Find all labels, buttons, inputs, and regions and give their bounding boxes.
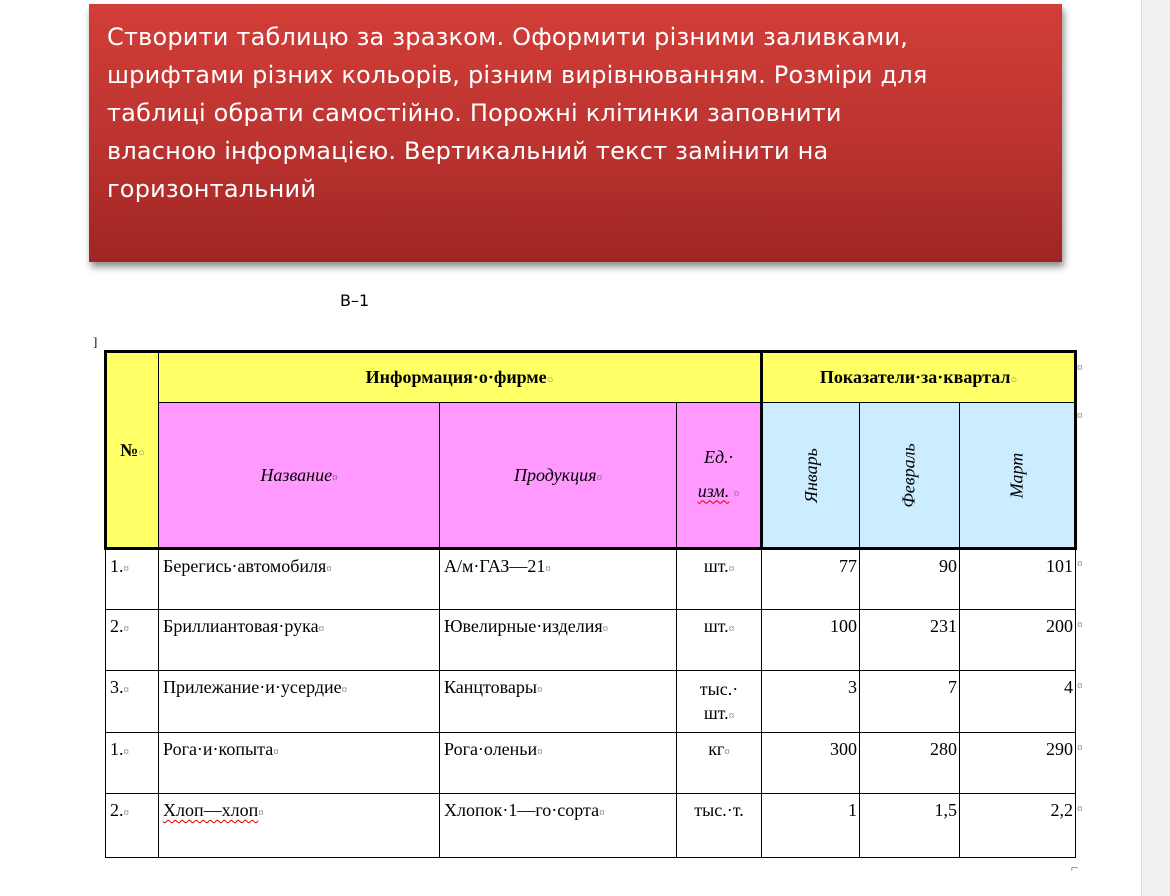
row-number-cell[interactable]: 3.¤ xyxy=(106,671,159,733)
task-line: шрифтами різних кольорів, різним вирівнюванням. Розміри для xyxy=(107,61,928,89)
row-product: Хлопок·1—го·сорта xyxy=(444,800,600,820)
row-end-mark: ¤ xyxy=(1077,680,1083,692)
row-name: Бриллиантовая·рука xyxy=(163,616,319,636)
row-month1: 77 xyxy=(839,556,858,576)
variant-label: В–1 xyxy=(340,291,370,310)
row-product: Канцтовары xyxy=(444,677,537,697)
row-end-mark: ¤ xyxy=(1077,742,1083,754)
month3-cell[interactable] xyxy=(960,671,1076,733)
table-row xyxy=(106,610,1076,671)
row-number-cell[interactable]: 2.¤ xyxy=(106,610,159,671)
task-banner xyxy=(89,4,1062,262)
row-name: Берегись·автомобиля xyxy=(163,556,327,576)
task-line: горизонтальний xyxy=(107,175,317,203)
name-cell[interactable]: Берегись·автомобиля¤ xyxy=(159,549,440,610)
scrollbar-strip[interactable] xyxy=(1141,0,1170,896)
row-name: Рога·и·копыта xyxy=(163,739,274,759)
row-name: Хлоп—хлоп xyxy=(163,800,259,820)
product-header-cell[interactable]: Продукция¤ xyxy=(440,403,677,549)
row-product: Ювелирные·изделия xyxy=(444,616,603,636)
row-month1: 100 xyxy=(830,616,858,636)
product-cell[interactable]: Рога·оленьи¤ xyxy=(440,733,677,794)
row-month2: 1,5 xyxy=(934,800,958,820)
product-cell[interactable]: Канцтовары¤ xyxy=(440,671,677,733)
row-month2: 280 xyxy=(930,739,958,759)
name-cell[interactable]: Прилежание·и·усердие¤ xyxy=(159,671,440,733)
row-number-cell[interactable]: 2.¤ xyxy=(106,794,159,858)
row-month3: 290 xyxy=(1046,739,1074,759)
end-mark: ⌐ xyxy=(1071,860,1079,875)
task-line: таблиці обрати самостійно. Порожні клітинки заповнити xyxy=(107,99,842,127)
row-name: Прилежание·и·усердие xyxy=(163,677,342,697)
month1-header-cell[interactable] xyxy=(762,403,860,549)
month1-cell[interactable] xyxy=(762,671,860,733)
month2-cell[interactable] xyxy=(860,671,960,733)
unit-cell[interactable] xyxy=(677,794,762,858)
row-number: 1. xyxy=(110,556,124,576)
row-unit: кг xyxy=(708,739,725,759)
product-cell[interactable]: Хлопок·1—го·сорта¤ xyxy=(440,794,677,858)
info-group-header: Информация·о·фирме xyxy=(365,367,547,387)
month3-cell[interactable] xyxy=(960,733,1076,794)
info-group-header-cell[interactable]: Информация·о·фирме○ xyxy=(159,352,762,403)
row-unit-line2: шт. xyxy=(703,703,729,723)
month2-cell[interactable] xyxy=(860,549,960,610)
row-month3: 101 xyxy=(1046,556,1074,576)
row-month3: 200 xyxy=(1046,616,1074,636)
task-line: Створити таблицю за зразком. Оформити різними заливками, xyxy=(107,23,909,51)
row-number: 3. xyxy=(110,677,124,697)
month1-cell[interactable] xyxy=(762,610,860,671)
row-month2: 231 xyxy=(930,616,958,636)
unit-cell[interactable]: тыс.· шт.¤ xyxy=(677,671,762,733)
row-unit: тыс.·т. xyxy=(694,800,744,820)
number-header: № xyxy=(120,439,139,460)
month1-cell[interactable] xyxy=(762,549,860,610)
row-number: 2. xyxy=(110,616,124,636)
row-month1: 1 xyxy=(848,800,858,820)
row-number-cell[interactable]: 1.¤ xyxy=(106,549,159,610)
number-header-cell[interactable]: №○ xyxy=(106,352,159,549)
month2-header-cell[interactable] xyxy=(860,403,960,549)
task-line: власною інформацією. Вертикальний текст замінити на xyxy=(107,137,829,165)
row-number: 2. xyxy=(110,800,124,820)
table-row xyxy=(106,794,1076,858)
table-row xyxy=(106,549,1076,610)
month1-cell[interactable] xyxy=(762,794,860,858)
month3-header-cell[interactable] xyxy=(960,403,1076,549)
product-cell[interactable]: Ювелирные·изделия¤ xyxy=(440,610,677,671)
month1-header: Январь xyxy=(800,447,821,503)
unit-header-line2: изм. xyxy=(697,480,730,501)
row-month2: 7 xyxy=(948,677,958,697)
month3-cell[interactable] xyxy=(960,549,1076,610)
unit-header-line1: Ед.· xyxy=(703,446,734,467)
product-cell[interactable]: А/м·ГАЗ—21¤ xyxy=(440,549,677,610)
name-header-cell[interactable]: Название¤ xyxy=(159,403,440,549)
row-product: А/м·ГАЗ—21 xyxy=(444,556,546,576)
row-unit: тыс.· xyxy=(699,679,739,699)
row-number-cell[interactable]: 1.¤ xyxy=(106,733,159,794)
unit-header-cell[interactable]: Ед.· изм. ¤ xyxy=(677,403,762,549)
row-end-mark: ¤ xyxy=(1077,803,1083,815)
month2-cell[interactable] xyxy=(860,794,960,858)
table-row xyxy=(106,671,1076,733)
row-product: Рога·оленьи xyxy=(444,739,538,759)
table-anchor-mark: ] xyxy=(93,334,98,349)
row-end-mark: ¤ xyxy=(1077,558,1083,570)
product-header: Продукция xyxy=(514,464,597,485)
row-month3: 4 xyxy=(1064,677,1074,697)
row-number: 1. xyxy=(110,739,124,759)
row-end-mark: ¤ xyxy=(1077,410,1083,422)
month2-cell[interactable] xyxy=(860,733,960,794)
company-table xyxy=(104,350,1077,858)
row-unit: шт. xyxy=(703,616,729,636)
name-cell[interactable]: Бриллиантовая·рука¤ xyxy=(159,610,440,671)
row-end-mark: ¤ xyxy=(1077,619,1083,631)
table-row xyxy=(106,733,1076,794)
quarter-group-header-cell[interactable]: Показатели·за·квартал○ xyxy=(762,352,1076,403)
month3-header: Март xyxy=(1006,452,1027,498)
row-end-mark: ¤ xyxy=(1077,362,1083,374)
month2-cell[interactable] xyxy=(860,610,960,671)
month3-cell[interactable] xyxy=(960,610,1076,671)
name-header: Название xyxy=(260,464,333,485)
row-month3: 2,2 xyxy=(1050,800,1074,820)
unit-cell[interactable]: шт.¤ xyxy=(677,549,762,610)
header-row-2 xyxy=(106,403,1076,549)
row-unit: шт. xyxy=(703,556,729,576)
task-text xyxy=(107,18,1044,208)
row-month1: 3 xyxy=(848,677,858,697)
month1-cell[interactable] xyxy=(762,733,860,794)
row-month2: 90 xyxy=(939,556,958,576)
name-cell[interactable]: Рога·и·копыта¤ xyxy=(159,733,440,794)
row-month1: 300 xyxy=(830,739,858,759)
unit-cell[interactable]: шт.¤ xyxy=(677,610,762,671)
month2-header: Февраль xyxy=(899,442,920,508)
name-cell[interactable]: Хлоп—хлоп¤ xyxy=(159,794,440,858)
month3-cell[interactable] xyxy=(960,794,1076,858)
quarter-group-header: Показатели·за·квартал xyxy=(819,367,1011,387)
unit-cell[interactable]: кг¤ xyxy=(677,733,762,794)
header-row-1 xyxy=(106,352,1076,403)
